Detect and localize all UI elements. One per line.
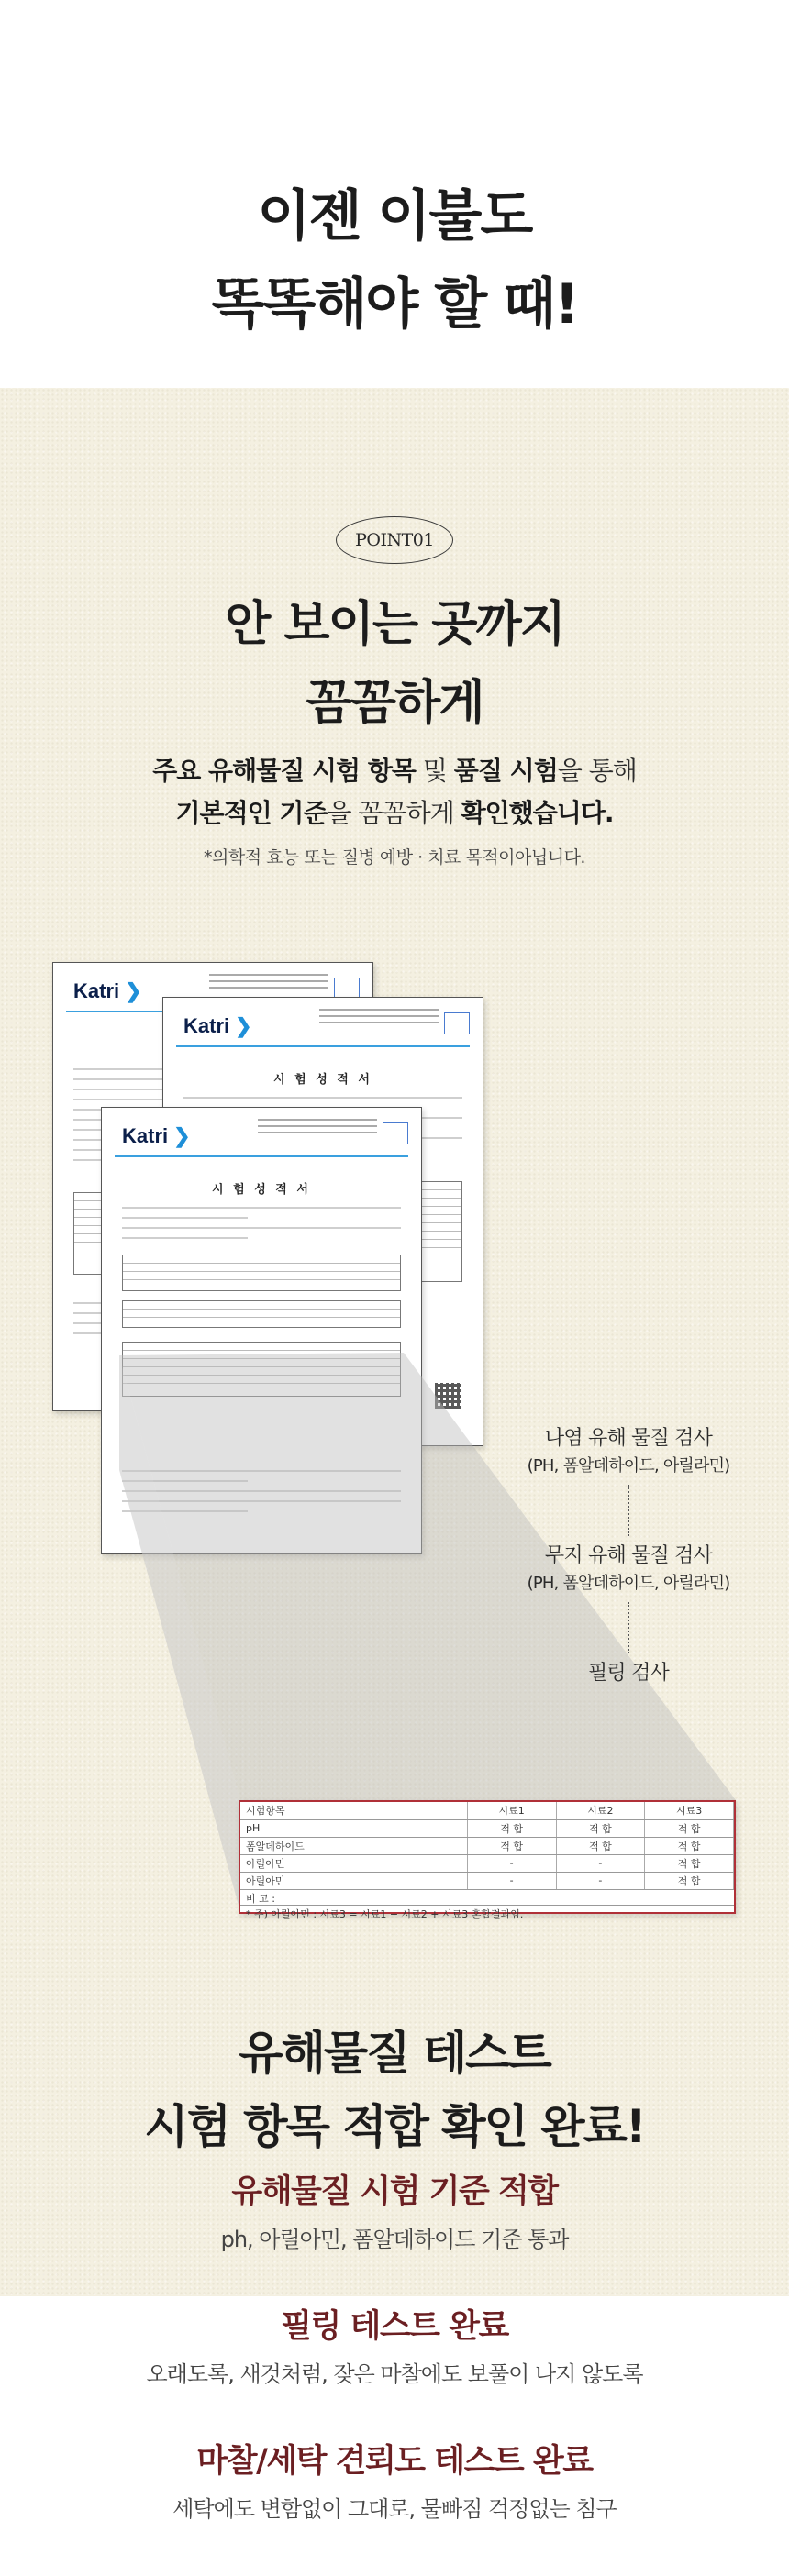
feature-list [0,2172,789,2576]
table-row [240,1872,734,1889]
table-remark-label: 비 고 : [240,1890,734,1906]
table-cell: 적 합 [645,1854,734,1872]
result-title-line: 시험 항목 적합 확인 완료! [144,2100,645,2153]
table-cell: 적 합 [645,1819,734,1837]
table-cell: 적 합 [556,1819,645,1837]
disclaimer-note: *의학적 효능 또는 질병 예방 · 치료 목적이아닙니다. [204,847,585,868]
table-cell: 폼알데하이드 [240,1837,467,1854]
hero-title-line: 이젠 이불도 [257,184,532,249]
result-table [240,1802,734,1890]
chevron-right-icon: ❯ [125,979,142,1002]
table-cell: - [467,1872,556,1889]
test-name: 무지 유해 물질 검사 [544,1544,713,1567]
table-cell: pH [240,1819,467,1837]
hero-section [0,0,789,388]
table-cell: 적 합 [645,1837,734,1854]
feature-item [0,2441,789,2576]
result-title [0,2017,789,2163]
hero-title [0,172,789,348]
table-cell: - [556,1854,645,1872]
katri-logo-text: Katri [183,1014,230,1037]
test-item [514,1659,743,1688]
zoom-highlight-cone [0,388,789,2296]
dotted-divider [628,1602,629,1653]
test-name: 나염 유해 물질 검사 [544,1427,713,1450]
table-header: 시료2 [556,1802,645,1819]
test-sub: (PH, 폼알데하이드, 아릴라민) [527,1574,730,1593]
table-cell: - [467,1854,556,1872]
table-header-row [240,1802,734,1819]
feature-description: 오래도록, 새것처럼, 잦은 마찰에도 보풀이 나지 않도록 [146,2361,643,2387]
table-cell: 적 합 [467,1819,556,1837]
table-header: 시료3 [645,1802,734,1819]
description-text: 및 [415,756,454,786]
feature-description: ph, 아릴아민, 폼알데하이드 기준 통과 [220,2227,569,2252]
table-cell: 아릴아민 [240,1872,467,1889]
table-cell: 아릴아민 [240,1854,467,1872]
test-item [514,1542,743,1597]
table-cell: 적 합 [467,1837,556,1854]
document-title: 시 험 성 적 서 [273,1073,372,1087]
description-bold: 확인했습니다. [461,798,614,828]
point01-section [0,388,789,2522]
table-cell: - [556,1872,645,1889]
feature-title: 마찰/세탁 견뢰도 테스트 완료 [196,2443,593,2480]
katri-logo-text: Katri [122,1124,169,1147]
table-header: 시료1 [467,1802,556,1819]
feature-title: 필링 테스트 완료 [281,2308,508,2345]
table-row [240,1854,734,1872]
table-header: 시험항목 [240,1802,467,1819]
table-row [240,1819,734,1837]
result-title-line: 유해물질 테스트 [239,2027,550,2080]
feature-description: 세탁에도 변함없이 그대로, 물빠짐 걱정없는 침구 [172,2496,617,2522]
hero-title-line: 똑똑해야 할 때! [211,272,578,337]
test-sub: (PH, 폼알데하이드, 아릴라민) [527,1456,730,1476]
table-row [240,1837,734,1854]
description-text: 을 통해 [557,756,637,786]
table-cell: 적 합 [556,1837,645,1854]
description-bold: 주요 유해물질 시험 항목 [152,756,416,786]
document-title: 시 험 성 적 서 [212,1183,311,1197]
description-bold: 품질 시험 [453,756,558,786]
description-text: 을 꼼꼼하게 [327,798,461,828]
description-bold: 기본적인 기준 [175,798,328,828]
katri-logo-text: Katri [73,979,120,1002]
feature-item [0,2172,789,2306]
section-title-line: 안 보이는 곳까지 [225,597,564,652]
test-name: 필링 검사 [587,1662,669,1685]
test-list [514,1424,743,1688]
chevron-right-icon: ❯ [173,1124,191,1147]
table-remark-text: * 주) 아릴아민 : 시료3 = 시료1 + 시료2 + 시료3 혼합결과임. [246,1907,524,1920]
feature-item [0,2306,789,2441]
point-badge: POINT01 [336,516,453,564]
test-item [514,1424,743,1479]
feature-title: 유해물질 시험 기준 적합 [231,2173,558,2210]
dotted-divider [628,1485,629,1536]
table-cell: 적 합 [645,1872,734,1889]
zoomed-result-table [239,1800,736,1920]
chevron-right-icon: ❯ [235,1014,252,1037]
section-title-line: 꼼꼼하게 [306,676,483,731]
